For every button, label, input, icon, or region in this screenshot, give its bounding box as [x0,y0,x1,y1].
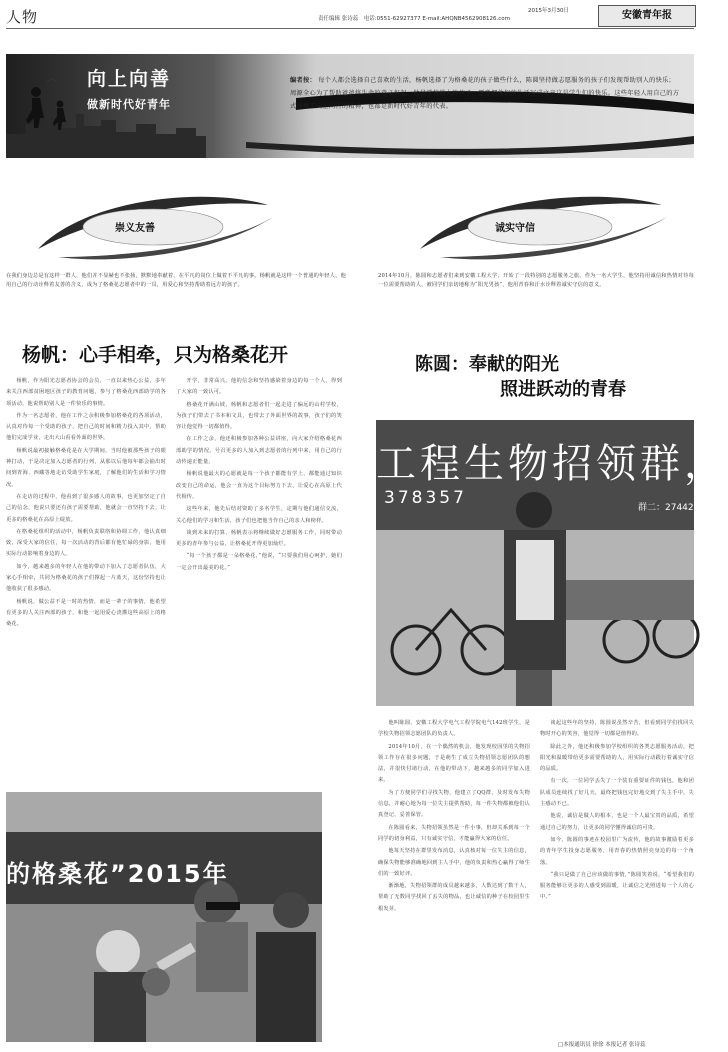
photo-right [376,420,728,706]
body-paragraph: 杨帆说最初接触格桑花是在大学期间，当时他被那些孩子的眼神打动，于是决定加入志愿者的行列，从那以后他每年都会抽出时间到青海、西藏等地走访受助学生家庭，了解他们的生活和学习情况。 [6,447,166,488]
body-paragraph: “每一个孩子都是一朵格桑花，”他说，“只要我们用心呵护，她们一定会开出最美的花。” [176,553,342,571]
issue-date: 2015年3月30日 [528,8,569,14]
body-paragraph: 他说，诚信是做人的根本，也是一个人最宝贵的品质，希望通过自己的努力，让更多的同学懂得诚信的可贵。 [540,813,694,831]
editor-note [290,74,680,113]
body-paragraph: 为了方便同学们寻找失物，他建立了QQ群，及时发布失物信息，并耐心地为每一位失主提供帮助，每一件失物都被他们认真登记、妥善保管。 [378,789,530,819]
body-paragraph: 他每天坚持在群里发布消息，认真核对每一位失主的信息，确保失物能够准确地回到主人手中，他的负责和热心赢得了师生们的一致好评。 [378,848,530,877]
section-title: 人物 [6,8,39,26]
body-paragraph: 格桑花开满山坡，杨帆和志愿者们一起走进了偏远的山村学校，为孩子们带去了书本和文具，也带去了外面世界的故事，孩子们的笑容让他觉得一切都值得。 [176,401,342,431]
body-paragraph: 谈起这些年的坚持，陈圆说虽然辛苦，但看到同学们找回失物时开心的笑容，他觉得一切都是值得的。 [540,720,694,738]
photo-right-banner-text: 工程生物招领群， [376,441,728,487]
body-paragraph: 如今，越来越多的年轻人在他的带动下加入了志愿者队伍，大家心手相牵，共同为格桑花的孩子们撑起一片蓝天，这份坚持也让他收获了很多感动。 [6,563,166,593]
headline-right-line2: 照进跃动的青春 [500,379,626,400]
right-body-column-2 [540,718,694,1036]
left-body-column-2 [176,376,342,784]
body-paragraph: 渐渐地，失物招领群的成员越来越多，人数达到了数千人，帮助了无数同学找回了丢失的物品，也让诚信的种子在校园里生根发芽。 [378,883,530,912]
swoosh-tag-right [410,187,672,267]
headline-right-line1: 陈圆：奉献的阳光 [415,354,559,375]
body-paragraph: 2014年10月，在一个偶然的机会，他发现校园里的失物招领工作存在很多问题，于是萌生了成立失物招领志愿团队的想法，并很快付诸行动，在他的带动下，越来越多的同学加入进来。 [378,743,530,784]
editor-note-text: 每个人都会选择自己喜欢的生活，杨帆选择了为格桑花的孩子做些什么，陈圆坚持做志愿服务的孩子们发现帮助别人的快乐；周源全心为了帮助爸爸将生命的意义担起，他是学校最大的孩子，愿意把他们的生活写成文章这是学生们的快乐。这些年轻人用自己的方式诠释了向上向善的精神，也都是新时代好青年的代表。 [290,77,680,110]
body-paragraph: 有一次，一位同学丢失了一个装有重要证件的钱包，他和团队成员连续找了好几天，最终把钱包完好地交到了失主手中，失主感动不已。 [540,778,694,808]
body-paragraph: 谈到未来的打算，杨帆表示将继续做好志愿服务工作，同时带动更多的青年参与公益，让格桑花开得更加灿烂。 [176,529,342,548]
body-paragraph: 杨帆说他最大的心愿就是每一个孩子都能有学上，都能通过知识改变自己的命运，他会一直为这个目标努力下去，让爱心在高原上代代相传。 [176,471,342,500]
banner-title: 向上向善 [87,68,172,90]
intro-right: 2014年10月，陈圆和志愿者们来到安徽工程大学，开始了一段特别的志愿服务之旅。作为一名大学生，他坚持用诚信和热情对待每一位需要帮助的人，被同学们亲切地称为“阳光男孩”，他用青春和汗水诠释着诚实守信的意义。 [378,273,694,288]
body-paragraph: “我只是做了自己应该做的事情，”陈圆笑着说，“希望我们的服务能够让更多的人感受到温暖，让诚信之光照进每一个人的心中。” [540,871,694,901]
editor-contact: 责任编辑 张诗蕊 电话:0551-62927377 E-mail:AHQNB4562908126.com [318,16,511,22]
right-body-column-1 [378,718,530,1036]
body-paragraph: 杨帆，作为阳光志愿者协会的会员，一直以来热心公益，多年来关注西部贫困地区孩子的教育问题，参与了格桑花西部助学的各项活动，他说帮助别人是一件快乐的事情。 [6,378,166,407]
body-paragraph: 开学，非常高兴。他的信念和坚持感染着身边的每一个人，得到了大家的一致认可。 [176,378,342,396]
byline: □本报通讯员 徐徐 本报记者 张诗蕊 [558,1042,646,1048]
body-paragraph: 作为一名志愿者，他在工作之余积极参加格桑花的各项活动，认真对待每一个受助的孩子，把自己的时间和精力投入其中，帮助他们完成学业，走出大山看看外面的世界。 [6,412,166,442]
body-paragraph: 在陈圆看来，失物招领虽然是一件小事，但却关系到每一个同学的切身利益，只有诚实守信，才能赢得大家的信任。 [378,824,530,842]
photo-right-phone: 378357 [384,488,467,508]
photo-left-graphic [6,792,322,1042]
tag-label-right: 诚实守信 [495,223,535,234]
body-paragraph: 在格桑花组织的活动中，杨帆负责联络和协调工作，他认真细致，深受大家的信任，每一次活动的背后都有他忙碌的身影，他用实际行动影响着身边的人。 [6,528,166,558]
banner-subtitle: 做新时代好青年 [87,98,171,111]
intro-left: 在我们身边总是有这样一群人，他们并不显赫也不张扬，默默地奉献着，在平凡的岗位上做着不平凡的事。杨帆就是这样一个普通的年轻人，他用自己的行动诠释着友善的含义，成为了格桑花志愿者中的一员，用爱心和坚持帮助着远方的孩子。 [6,273,346,288]
body-paragraph: 如今，陈圆的事迹在校园里广为流传，他的故事激励着更多的青年学生投身志愿服务，用青春的热情照亮身边的每一个角落。 [540,836,694,866]
header-divider [6,28,694,29]
tag-label-left: 崇义友善 [115,223,155,234]
body-paragraph: 在工作之余，他还积极参加各种公益讲座，向大家介绍格桑花西部助学的情况，号召更多的人加入到志愿者的行列中来，用自己的行动传递正能量。 [176,436,342,466]
body-paragraph: 他叫陈圆，安徽工程大学电气工程学院电气142班学生，是学校失物招领志愿团队的负责人。 [378,720,530,738]
body-paragraph: 除此之外，他还积极参加学校组织的各类志愿服务活动，把阳光和温暖带给更多需要帮助的人，用实际行动践行着诚实守信的品质。 [540,743,694,773]
body-paragraph: 在走访的过程中，他看到了很多感人的故事，也更加坚定了自己的信念，他说只要还有孩子需要帮助，他就会一直坚持下去，让更多的格桑花在高原上绽放。 [6,493,166,523]
body-paragraph: 这些年来，他先后结对资助了多名学生，定期与他们通信交流，关心他们的学习和生活，孩子们也把他当作自己的亲人和榜样。 [176,506,342,524]
newspaper-logo: 安徽青年报 [598,5,696,27]
photo-left-banner-text: 的格桑花”2015年 [6,860,229,888]
photo-left [6,792,322,1042]
left-body-column-1 [6,376,166,784]
editor-note-label: 编者按： [290,77,316,84]
body-paragraph: 杨帆说，做公益不是一时的热情，而是一辈子的事情，他希望有更多的人关注西部的孩子，和他一起用爱心浇灌这些高原上的格桑花。 [6,598,166,628]
headline-left: 杨帆：心手相牵，只为格桑花开 [22,344,289,366]
photo-right-group: 群二：27442080 [638,503,711,513]
